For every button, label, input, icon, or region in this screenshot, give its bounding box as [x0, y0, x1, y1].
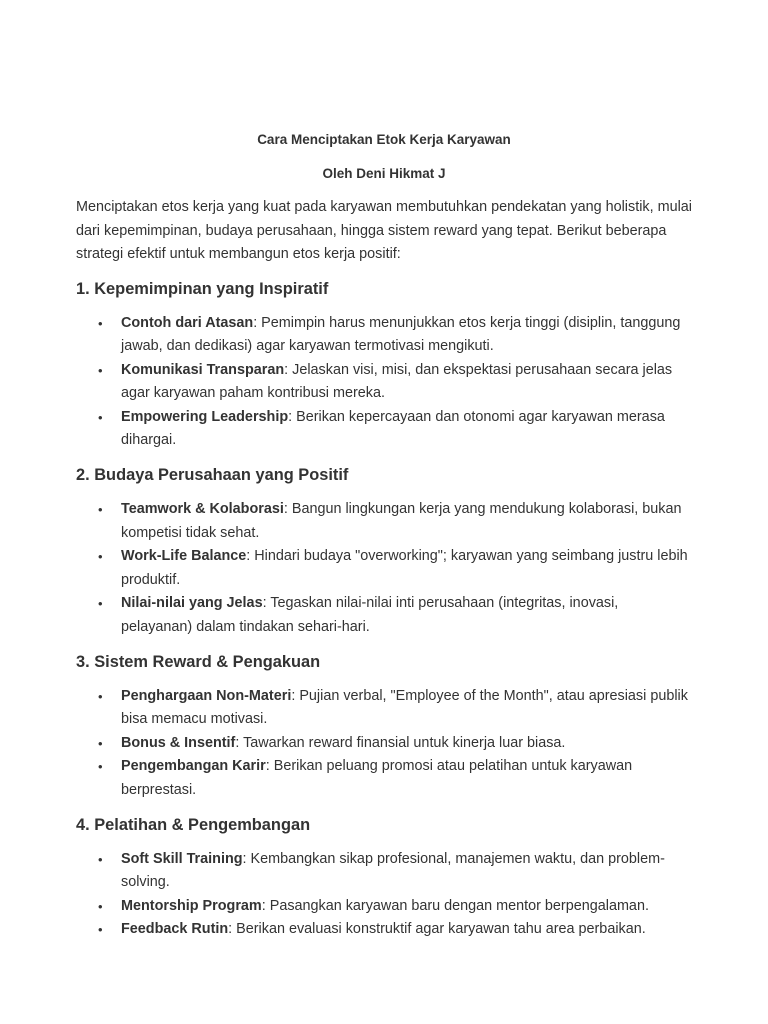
- item-text: : Jelaskan visi, misi, dan ekspektasi perusahaan secara jelas agar karyawan paham kontribusi mereka.: [121, 361, 673, 402]
- item-term: Work-Life Balance: [121, 548, 247, 565]
- list-item: [98, 918, 692, 942]
- bullet-icon: •: [98, 596, 103, 612]
- bullet-icon: •: [98, 409, 103, 425]
- item-text: : Tegaskan nilai-nilai inti perusahaan (integritas, inovasi, pelayanan) dalam tindakan sehari-hari.: [121, 595, 619, 636]
- item-text: : Berikan peluang promosi atau pelatihan untuk karyawan berprestasi.: [121, 758, 633, 798]
- document-author: Oleh Deni Hikmat J: [322, 166, 446, 181]
- list-item: [98, 406, 692, 453]
- intro-paragraph: Menciptakan etos kerja yang kuat pada karyawan membutuhkan pendekatan yang holistik, mulai dari kepemimpinan, budaya perusahaan, hingga sistem reward yang tepat. Berikut beberapa strategi efektif untuk membangun etos kerja positif:: [76, 199, 692, 262]
- item-text: : Pasangkan karyawan baru dengan mentor berpengalaman.: [261, 897, 649, 914]
- bullet-icon: •: [98, 851, 103, 867]
- item-text: : Tawarkan reward finansial untuk kinerja luar biasa.: [235, 734, 566, 751]
- bullet-icon: •: [98, 922, 103, 938]
- bullet-icon: •: [98, 898, 103, 914]
- item-term: Mentorship Program: [121, 897, 262, 914]
- item-term: Empowering Leadership: [121, 408, 289, 425]
- item-term: Nilai-nilai yang Jelas: [121, 595, 263, 612]
- bullet-list: [76, 848, 692, 942]
- item-term: Feedback Rutin: [121, 921, 229, 938]
- document-title: Cara Menciptakan Etok Kerja Karyawan: [257, 132, 511, 147]
- bullet-icon: •: [98, 549, 103, 565]
- bullet-list: [76, 312, 692, 454]
- bullet-icon: •: [98, 759, 103, 775]
- section-reward: [76, 651, 692, 803]
- list-item: [98, 545, 692, 592]
- item-term: Penghargaan Non-Materi: [121, 687, 292, 704]
- item-term: Soft Skill Training: [121, 850, 243, 867]
- section-heading: 3. Sistem Reward & Pengakuan: [76, 652, 321, 671]
- bullet-icon: •: [98, 735, 103, 751]
- item-term: Contoh dari Atasan: [121, 314, 254, 331]
- bullet-icon: •: [98, 688, 103, 704]
- section-pelatihan: [76, 814, 692, 942]
- bullet-icon: •: [98, 502, 103, 518]
- section-kepemimpinan: [76, 278, 692, 454]
- item-term: Bonus & Insentif: [121, 734, 236, 751]
- bullet-list: [76, 498, 692, 640]
- section-budaya: [76, 464, 692, 640]
- list-item: [98, 848, 692, 895]
- item-text: : Berikan evaluasi konstruktif agar karyawan tahu area perbaikan.: [228, 921, 646, 938]
- section-heading: 1. Kepemimpinan yang Inspiratif: [76, 279, 329, 298]
- bullet-list: [76, 685, 692, 803]
- list-item: [98, 312, 692, 359]
- section-heading: 2. Budaya Perusahaan yang Positif: [76, 466, 349, 485]
- list-item: [98, 732, 692, 756]
- list-item: [98, 895, 692, 919]
- item-text: : Berikan kepercayaan dan otonomi agar karyawan merasa dihargai.: [121, 408, 665, 449]
- section-heading: 4. Pelatihan & Pengembangan: [76, 815, 311, 834]
- list-item: [98, 685, 692, 732]
- list-item: [98, 755, 692, 802]
- item-term: Komunikasi Transparan: [121, 361, 285, 378]
- bullet-icon: •: [98, 362, 103, 378]
- item-text: : Pujian verbal, "Employee of the Month", atau apresiasi publik bisa memacu motivasi.: [121, 687, 688, 728]
- item-term: Pengembangan Karir: [121, 758, 266, 775]
- item-term: Teamwork & Kolaborasi: [121, 501, 284, 518]
- item-text: : Pemimpin harus menunjukkan etos kerja tinggi (disiplin, tanggung jawab, dan dedikasi) agar karyawan termotivasi mengikuti.: [121, 314, 681, 355]
- bullet-icon: •: [98, 315, 103, 331]
- list-item: [98, 592, 692, 639]
- list-item: [98, 498, 692, 545]
- item-text: : Bangun lingkungan kerja yang mendukung kolaborasi, bukan kompetisi tidak sehat.: [121, 501, 682, 541]
- list-item: [98, 359, 692, 406]
- item-text: : Hindari budaya "overworking"; karyawan yang seimbang justru lebih produktif.: [121, 548, 688, 588]
- item-text: : Kembangkan sikap profesional, manajemen waktu, dan problem-solving.: [121, 850, 665, 891]
